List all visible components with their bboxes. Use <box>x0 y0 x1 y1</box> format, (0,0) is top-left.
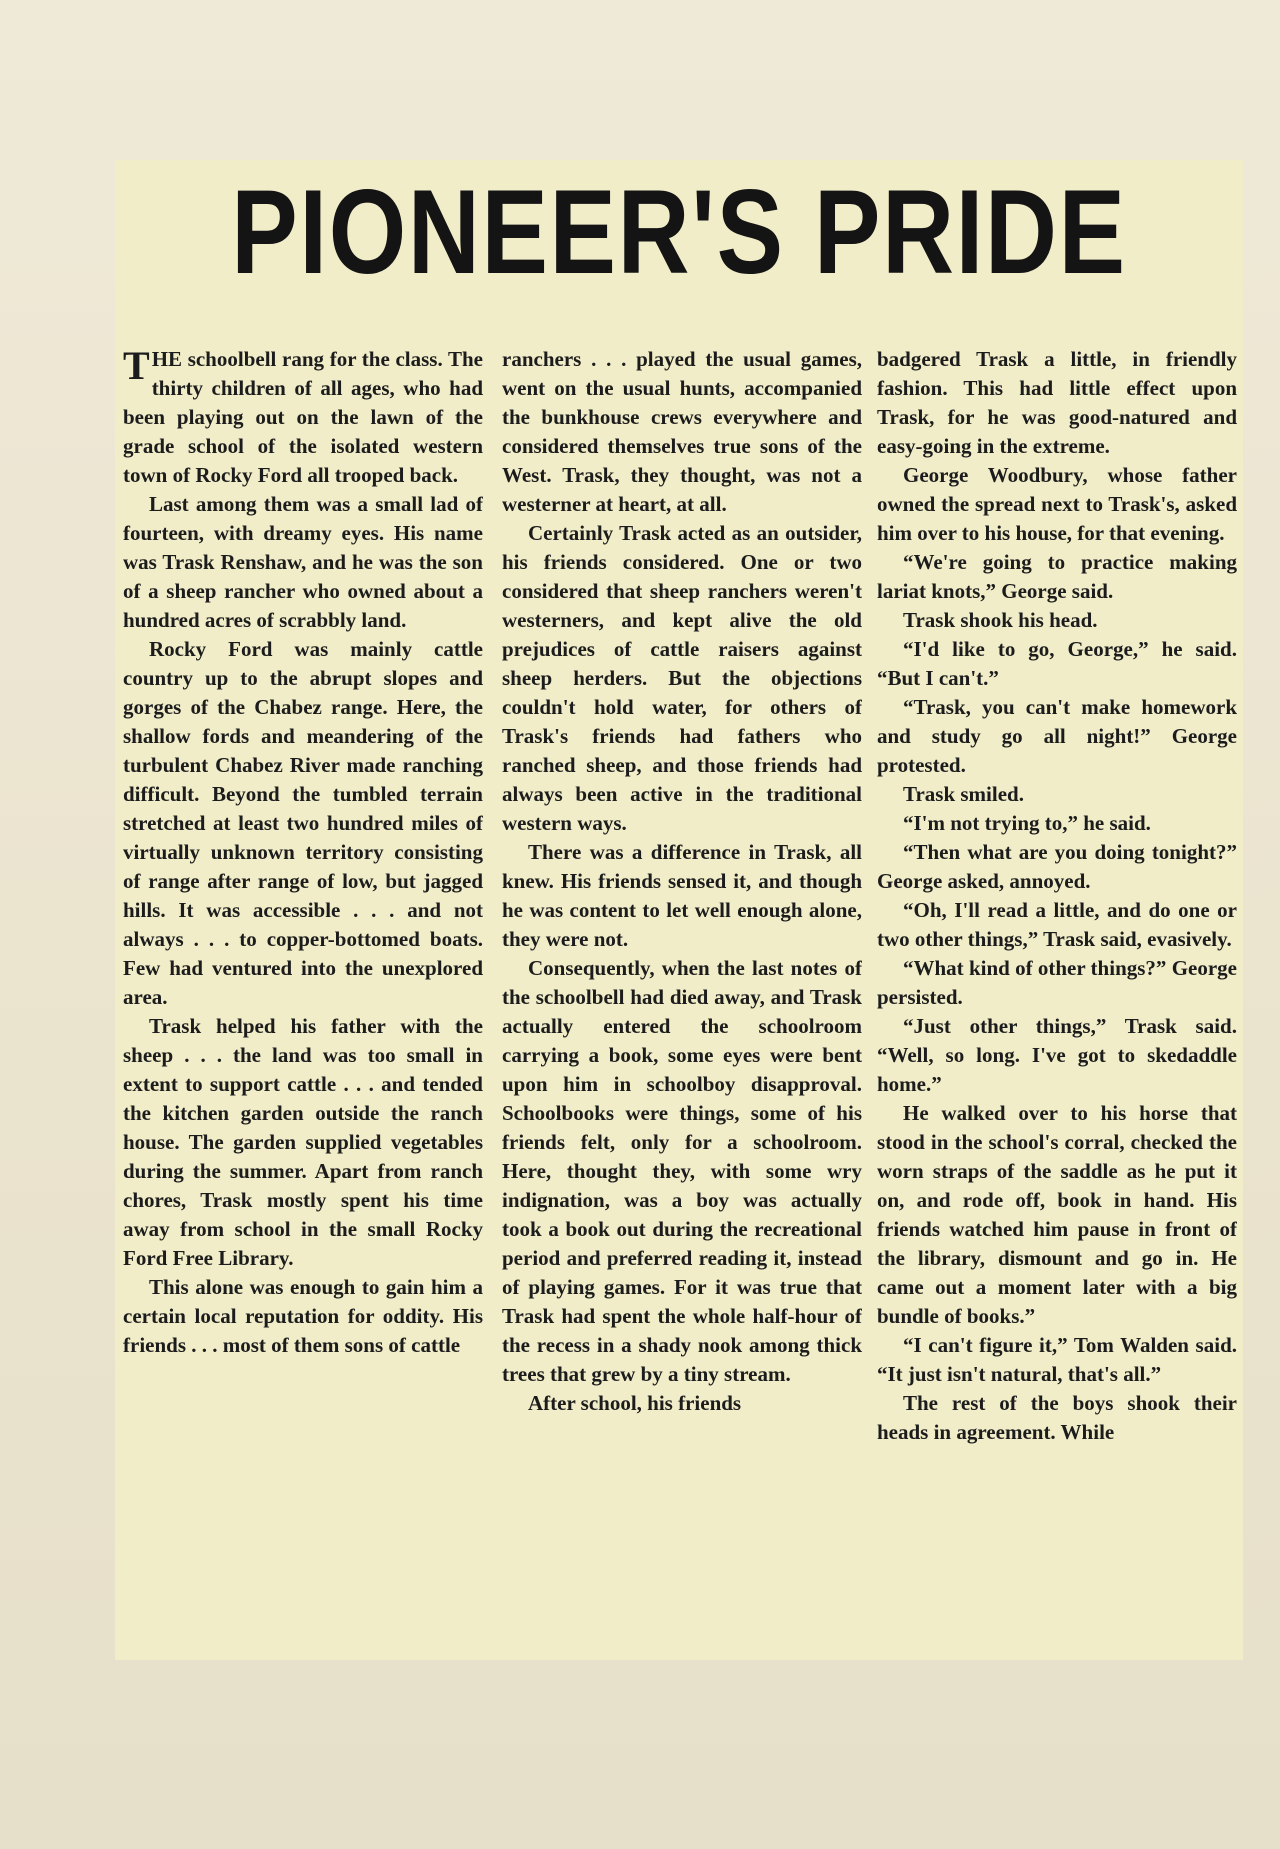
paragraph: Rocky Ford was mainly cattle country up to the abrupt slopes and gorges of the Chabez range. Here, the shallow fords and meandering of the turbulent Chabez River made ranching difficult. Beyond the tumbled terrain stretched at least two hundred miles of virtually unknown territory consisting of range after range of low, but jagged hills. It was accessible . . . and not always . . . to copper-bottomed boats. Few had ventured into the unexplored area. <box>123 637 483 1009</box>
paragraph: There was a difference in Trask, all knew. His friends sensed it, and though he was content to let well enough alone, they were not. <box>502 840 862 951</box>
paragraph: Last among them was a small lad of fourteen, with dreamy eyes. His name was Trask Renshaw, and he was the son of a sheep rancher who owned about a hundred acres of scrabbly land. <box>123 492 483 632</box>
paragraph: He walked over to his horse that stood in the school's corral, checked the worn straps of the saddle as he put it on, and rode off, book in hand. His friends watched him pause in front of the library, dismount and go in. He came out a moment later with a big bundle of books.” <box>877 1101 1237 1328</box>
text-column-1 <box>123 345 483 1645</box>
paragraph-text: HE schoolbell rang for the class. The thirty children of all ages, who had been playing out on the lawn of the grade school of the isolated western town of Rocky Ford all trooped back. <box>123 347 483 487</box>
paragraph: This alone was enough to gain him a certain local reputation for oddity. His friends . . . most of them sons of cattle <box>123 1275 483 1357</box>
paragraph <box>123 345 483 490</box>
paragraph: After school, his friends <box>528 1391 742 1415</box>
paragraph: “I'd like to go, George,” he said. “But I can't.” <box>877 637 1237 690</box>
paragraph: “We're going to practice making lariat knots,” George said. <box>877 550 1237 603</box>
paragraph: Trask shook his head. <box>903 608 1098 632</box>
paragraph: Consequently, when the last notes of the schoolbell had died away, and Trask actually entered the schoolroom carrying a book, some eyes were bent upon him in schoolboy disapproval. Schoolbooks were things, some of his friends felt, only for a schoolroom. Here, thought they, with some wry indignation, was a boy was actually took a book out during the recreational period and preferred reading it, instead of playing games. For it was true that Trask had spent the whole half-hour of the recess in a shady nook among thick trees that grew by a tiny stream. <box>502 956 862 1386</box>
paragraph: George Woodbury, whose father owned the spread next to Trask's, asked him over to his house, for that evening. <box>877 463 1237 545</box>
paragraph: “Then what are you doing tonight?” George asked, annoyed. <box>877 840 1237 893</box>
paragraph: The rest of the boys shook their heads in agreement. While <box>877 1391 1237 1444</box>
paragraph: Certainly Trask acted as an outsider, his friends considered. One or two considered that sheep ranchers weren't westerners, and kept alive the old prejudices of cattle raisers against sheep herders. But the objections couldn't hold water, for others of Trask's friends had fathers who ranched sheep, and those friends had always been active in the traditional western ways. <box>502 521 862 835</box>
paragraph: “Trask, you can't make homework and study go all night!” George protested. <box>877 695 1237 777</box>
drop-cap: T <box>123 345 150 388</box>
paragraph: “Oh, I'll read a little, and do one or two other things,” Trask said, evasively. <box>877 898 1237 951</box>
paragraph: ranchers . . . played the usual games, went on the usual hunts, accompanied the bunkhouse crews everywhere and considered themselves true sons of the West. Trask, they thought, was not a westerner at heart, at all. <box>502 347 862 516</box>
paragraph: “What kind of other things?” George persisted. <box>877 956 1237 1009</box>
paragraph: badgered Trask a little, in friendly fashion. This had little effect upon Trask, for he was good-natured and easy-going in the extreme. <box>877 347 1237 458</box>
paragraph: Trask helped his father with the sheep . . . the land was too small in extent to support cattle . . . and tended the kitchen garden outside the ranch house. The garden supplied vegetables during the summer. Apart from ranch chores, Trask mostly spent his time away from school in the small Rocky Ford Free Library. <box>123 1014 483 1270</box>
paragraph: “I'm not trying to,” he said. <box>903 811 1151 835</box>
paragraph: “Just other things,” Trask said. “Well, so long. I've got to skedaddle home.” <box>877 1014 1237 1096</box>
paragraph: Trask smiled. <box>903 782 1024 806</box>
story-title: PIONEER'S PRIDE <box>231 165 1127 299</box>
paragraph: “I can't figure it,” Tom Walden said. “It just isn't natural, that's all.” <box>877 1333 1237 1386</box>
text-column-2 <box>502 345 862 1645</box>
text-column-3 <box>877 345 1237 1645</box>
